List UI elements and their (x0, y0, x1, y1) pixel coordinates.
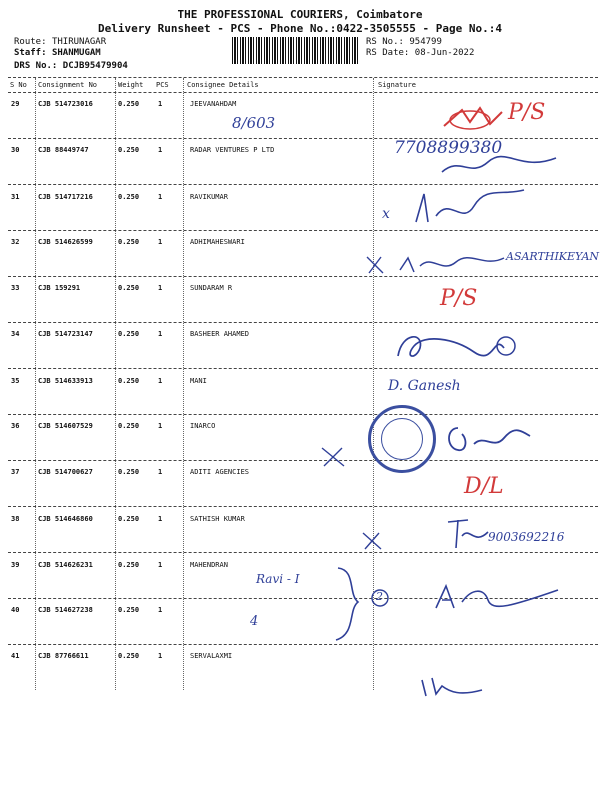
row-weight: 0.250 (118, 377, 140, 385)
col-header-signature: Signature (378, 81, 416, 89)
row-consignee: ADITI AGENCIES (190, 468, 250, 476)
row-sno: 41 (11, 652, 20, 660)
row-separator (8, 322, 598, 323)
row-consignee: RADAR VENTURES P LTD (190, 146, 275, 154)
handwritten-ps-33: P/S (440, 286, 478, 311)
route-value: THIRUNAGAR (51, 37, 107, 47)
rs-date-line (366, 48, 474, 58)
col-header-pcs: PCS (156, 81, 169, 89)
barcode-graphic (232, 37, 358, 64)
row-consignee: MANI (190, 377, 207, 385)
rs-date-value: 08-Jun-2022 (414, 48, 475, 58)
row-separator (8, 368, 598, 369)
row-consignment: CJB 88449747 (38, 146, 89, 154)
row-pcs: 1 (158, 422, 163, 430)
row-consignment: CJB 514627238 (38, 606, 93, 614)
row-consignee: ADHIMAHESWARI (190, 238, 245, 246)
row-consignee: MAHENDRAN (190, 561, 228, 569)
col-header-consignee: Consignee Details (187, 81, 259, 89)
row-weight: 0.250 (118, 561, 140, 569)
row-consignee: JEEVANAHDAM (190, 100, 237, 108)
signature-34 (394, 328, 524, 362)
staff-value: SHANMUGAM (51, 48, 101, 58)
row-separator (8, 644, 598, 645)
table-top-rule (8, 77, 598, 78)
runsheet-title: THE PROFESSIONAL COURIERS, Coimbatore (177, 8, 423, 21)
row-weight: 0.250 (118, 238, 140, 246)
row-consignment: CJB 514607529 (38, 422, 93, 430)
row-separator (8, 230, 598, 231)
row-weight: 0.250 (118, 100, 140, 108)
signature-36 (444, 420, 534, 458)
row-sno: 40 (11, 606, 20, 614)
row-pcs: 1 (158, 238, 163, 246)
row-consignment: CJB 87766611 (38, 652, 89, 660)
signature-38 (444, 516, 494, 552)
row-pcs: 1 (158, 468, 163, 476)
row-weight: 0.250 (118, 146, 140, 154)
row-consignment: CJB 514626231 (38, 561, 93, 569)
row-sno: 34 (11, 330, 20, 338)
rs-no-label: RS No.: (366, 37, 404, 47)
row-pcs: 1 (158, 100, 163, 108)
row-consignment: CJB 514723147 (38, 330, 93, 338)
row-pcs: 1 (158, 284, 163, 292)
row-consignment: CJB 514626599 (38, 238, 93, 246)
drs-label: DRS No.: (14, 61, 58, 71)
handwritten-note-29: 8/603 (232, 114, 276, 132)
cross-mark-32 (364, 254, 386, 276)
row-weight: 0.250 (118, 193, 140, 201)
row-weight: 0.250 (118, 468, 140, 476)
drs-value: DCJB95479904 (62, 61, 128, 71)
handwritten-note-40: 4 (250, 614, 259, 629)
row-consignee: INARCO (190, 422, 216, 430)
handwritten-name-35: D. Ganesh (388, 378, 461, 394)
row-pcs: 1 (158, 606, 163, 614)
drs-line (14, 61, 128, 71)
row-consignee: SATHISH KUMAR (190, 515, 245, 523)
row-weight: 0.250 (118, 606, 140, 614)
handwritten-ps-29: P/S (508, 100, 546, 125)
row-consignee: SERVALAXMI (190, 652, 233, 660)
row-weight: 0.250 (118, 515, 140, 523)
row-consignment: CJB 514717216 (38, 193, 93, 201)
row-separator (8, 460, 598, 461)
row-sno: 36 (11, 422, 20, 430)
row-sno: 38 (11, 515, 20, 523)
row-sno: 39 (11, 561, 20, 569)
row-separator (8, 276, 598, 277)
row-sno: 32 (11, 238, 20, 246)
row-consignee: RAVIKUMAR (190, 193, 228, 201)
signature-39 (432, 580, 562, 614)
cross-mark-38 (360, 530, 384, 552)
handwritten-note-39: Ravi - I (256, 572, 300, 586)
row-separator (8, 184, 598, 185)
row-pcs: 1 (158, 193, 163, 201)
rs-no-line (366, 37, 442, 47)
row-weight: 0.250 (118, 652, 140, 660)
route-label: Route: (14, 37, 47, 47)
row-separator (8, 506, 598, 507)
scribble-signature-29 (440, 104, 510, 134)
row-consignment: CJB 514723016 (38, 100, 93, 108)
row-consignee: SUNDARAM R (190, 284, 233, 292)
runsheet-subtitle: Delivery Runsheet - PCS - Phone No.:0422-3505555 - Page No.:4 (98, 22, 502, 35)
row-separator (8, 414, 598, 415)
col-header-sno: S No (10, 81, 27, 89)
row-consignment: CJB 159291 (38, 284, 81, 292)
stamp-inner-ring (381, 418, 423, 460)
row-pcs: 1 (158, 146, 163, 154)
handwritten-x-mark: x (382, 206, 390, 222)
row-sno: 37 (11, 468, 20, 476)
row-pcs: 1 (158, 515, 163, 523)
row-pcs: 1 (158, 561, 163, 569)
row-weight: 0.250 (118, 284, 140, 292)
row-pcs: 1 (158, 330, 163, 338)
signature-32 (398, 250, 508, 276)
row-consignment: CJB 514700627 (38, 468, 93, 476)
handwritten-name-32: ASARTHIKEYAN (506, 250, 600, 263)
header-rule (8, 92, 598, 93)
row-separator (8, 138, 598, 139)
handwritten-phone-30: 7708899380 (394, 138, 503, 158)
col-header-weight: Weight (118, 81, 144, 89)
row-sno: 29 (11, 100, 20, 108)
row-weight: 0.250 (118, 330, 140, 338)
signature-41 (416, 672, 486, 700)
row-sno: 30 (11, 146, 20, 154)
row-separator (8, 552, 598, 553)
brace-mark-39-40 (330, 564, 370, 644)
rs-no-value: 954799 (409, 37, 442, 47)
staff-line (14, 48, 101, 58)
row-weight: 0.250 (118, 422, 140, 430)
signature-31 (410, 186, 530, 226)
circle-mark (370, 588, 390, 608)
row-pcs: 1 (158, 652, 163, 660)
staff-label: Staff: (14, 48, 47, 58)
rs-date-label: RS Date: (366, 48, 410, 58)
route-line (14, 37, 106, 47)
handwritten-dl-37: D/L (464, 474, 504, 499)
handwritten-circled-number: 2 (376, 590, 383, 603)
signature-30 (440, 152, 560, 180)
handwritten-phone-38: 9003692216 (488, 530, 565, 544)
cross-mark-36 (318, 444, 348, 470)
row-consignment: CJB 514646860 (38, 515, 93, 523)
row-pcs: 1 (158, 377, 163, 385)
row-sno: 35 (11, 377, 20, 385)
row-sno: 31 (11, 193, 20, 201)
company-stamp-seal (368, 405, 436, 473)
row-sno: 33 (11, 284, 20, 292)
row-consignment: CJB 514633913 (38, 377, 93, 385)
col-header-consignment: Consignment No (38, 81, 98, 89)
row-consignee: BASHEER AHAMED (190, 330, 250, 338)
